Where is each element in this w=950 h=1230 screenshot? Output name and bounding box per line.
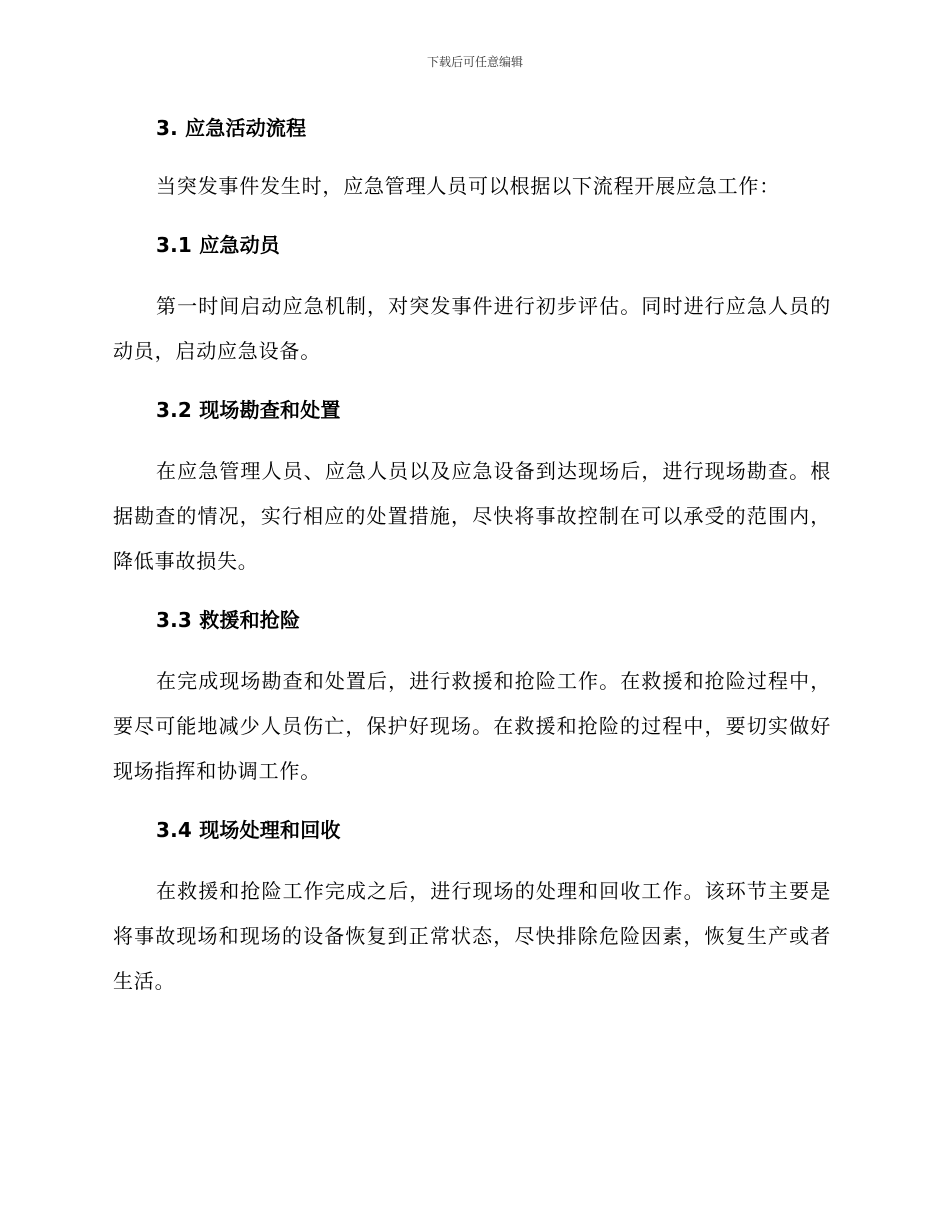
subsection-heading-3-3: 3.3 救援和抢险 [156,608,301,632]
section-heading: 3. 应急活动流程 [156,116,307,140]
subsection-heading-3-1: 3.1 应急动员 [156,233,280,257]
subsection-heading-3-2: 3.2 现场勘查和处置 [156,398,341,422]
subsection-body-3-3: 在完成现场勘查和处置后，进行救援和抢险工作。在救援和抢险过程中，要尽可能地减少人员伤亡，保护好现场。在救援和抢险的过程中，要切实做好现场指挥和协调工作。 [113,669,831,783]
subsection-heading-3-4: 3.4 现场处理和回收 [156,818,341,842]
document-body [113,108,831,1004]
page-header: 下载后可任意编辑 [426,55,523,69]
section-intro: 当突发事件发生时，应急管理人员可以根据以下流程开展应急工作： [156,174,780,198]
subsection-body-3-2: 在应急管理人员、应急人员以及应急设备到达现场后，进行现场勘查。根据勘查的情况，实行相应的处置措施，尽快将事故控制在可以承受的范围内，降低事故损失。 [113,459,831,573]
subsection-body-3-4: 在救援和抢险工作完成之后，进行现场的处理和回收工作。该环节主要是将事故现场和现场的设备恢复到正常状态，尽快排除危险因素，恢复生产或者生活。 [113,879,831,993]
subsection-body-3-1: 第一时间启动应急机制，对突发事件进行初步评估。同时进行应急人员的动员，启动应急设备。 [113,294,831,363]
